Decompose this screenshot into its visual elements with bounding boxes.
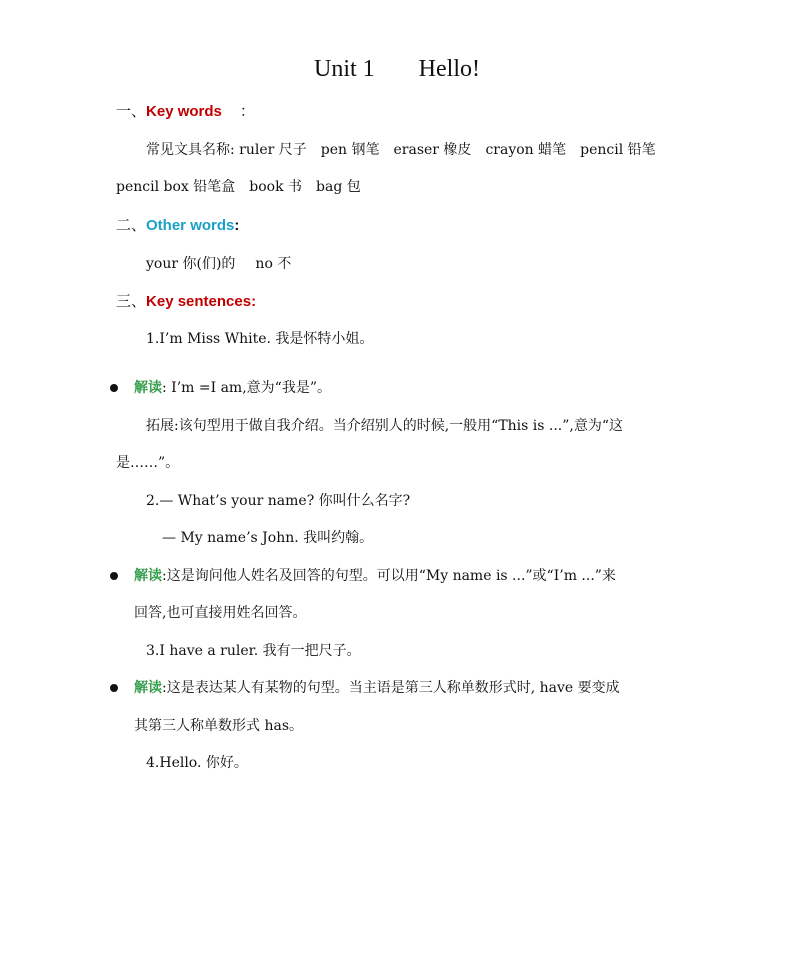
section-other-words-heading	[116, 215, 239, 236]
page-title	[0, 54, 794, 84]
note-1	[134, 378, 331, 398]
bullet-icon	[110, 572, 118, 580]
section-label: Key sentences:	[146, 293, 257, 310]
stationery-intro: 常见文具名称: ruler 尺子	[146, 142, 307, 158]
note-text: :这是询问他人姓名及回答的句型。可以用“My name is ...”或“I’m ...”来	[162, 568, 616, 584]
note-label: 解读	[134, 568, 162, 584]
sentence-1: 1.I’m Miss White. 我是怀特小姐。	[146, 331, 374, 347]
note-text: :这是表达某人有某物的句型。当主语是第三人称单数形式时, have 要变成	[162, 680, 620, 696]
sentence-3: 3.I have a ruler. 我有一把尺子。	[146, 643, 361, 659]
note-1-extension-line-2: 是……”。	[116, 455, 180, 471]
vocab-item: pen 钢笔	[320, 142, 380, 158]
section-key-words-heading	[116, 101, 255, 122]
other-words-line	[146, 254, 291, 274]
vocab-item: your 你(们)的	[146, 256, 236, 272]
section-number: 一、	[116, 102, 147, 120]
sentence-2-answer: — My name’s John. 我叫约翰。	[162, 530, 374, 546]
note-1-extension-line-1: 拓展:该句型用于做自我介绍。当介绍别人的时候,一般用“This is ...”,意为“这	[146, 418, 624, 434]
note-label: 解读	[134, 380, 162, 396]
vocab-item: pencil 铅笔	[580, 142, 656, 158]
section-number: 三、	[116, 292, 147, 310]
vocab-item: pencil box 铅笔盒	[116, 179, 236, 195]
section-colon: :	[234, 217, 240, 234]
sentence-2-question: 2.— What’s your name? 你叫什么名字?	[146, 493, 411, 509]
section-number: 二、	[116, 216, 147, 234]
note-2-line-2: 回答,也可直接用姓名回答。	[134, 605, 307, 621]
vocab-item: eraser 橡皮	[393, 142, 472, 158]
section-label: Key words	[146, 103, 222, 120]
note-label: 解读	[134, 680, 162, 696]
section-key-sentences-heading	[116, 291, 256, 312]
section-label: Other words	[146, 217, 235, 234]
section-colon: ：	[239, 102, 255, 120]
vocab-item: book 书	[249, 179, 303, 195]
note-2	[134, 566, 616, 586]
unit-name: Hello!	[418, 56, 480, 82]
vocab-item: no 不	[255, 256, 292, 272]
vocab-item: bag 包	[316, 179, 361, 195]
note-text: : I’m =I am,意为“我是”。	[162, 380, 331, 396]
unit-label: Unit 1	[314, 56, 375, 82]
stationery-line-2	[116, 177, 361, 197]
stationery-line-1	[146, 140, 656, 160]
sentence-4: 4.Hello. 你好。	[146, 755, 248, 771]
bullet-icon	[110, 384, 118, 392]
bullet-icon	[110, 684, 118, 692]
note-3	[134, 678, 620, 698]
note-3-line-2: 其第三人称单数形式 has。	[134, 718, 303, 734]
vocab-item: crayon 蜡笔	[485, 142, 567, 158]
